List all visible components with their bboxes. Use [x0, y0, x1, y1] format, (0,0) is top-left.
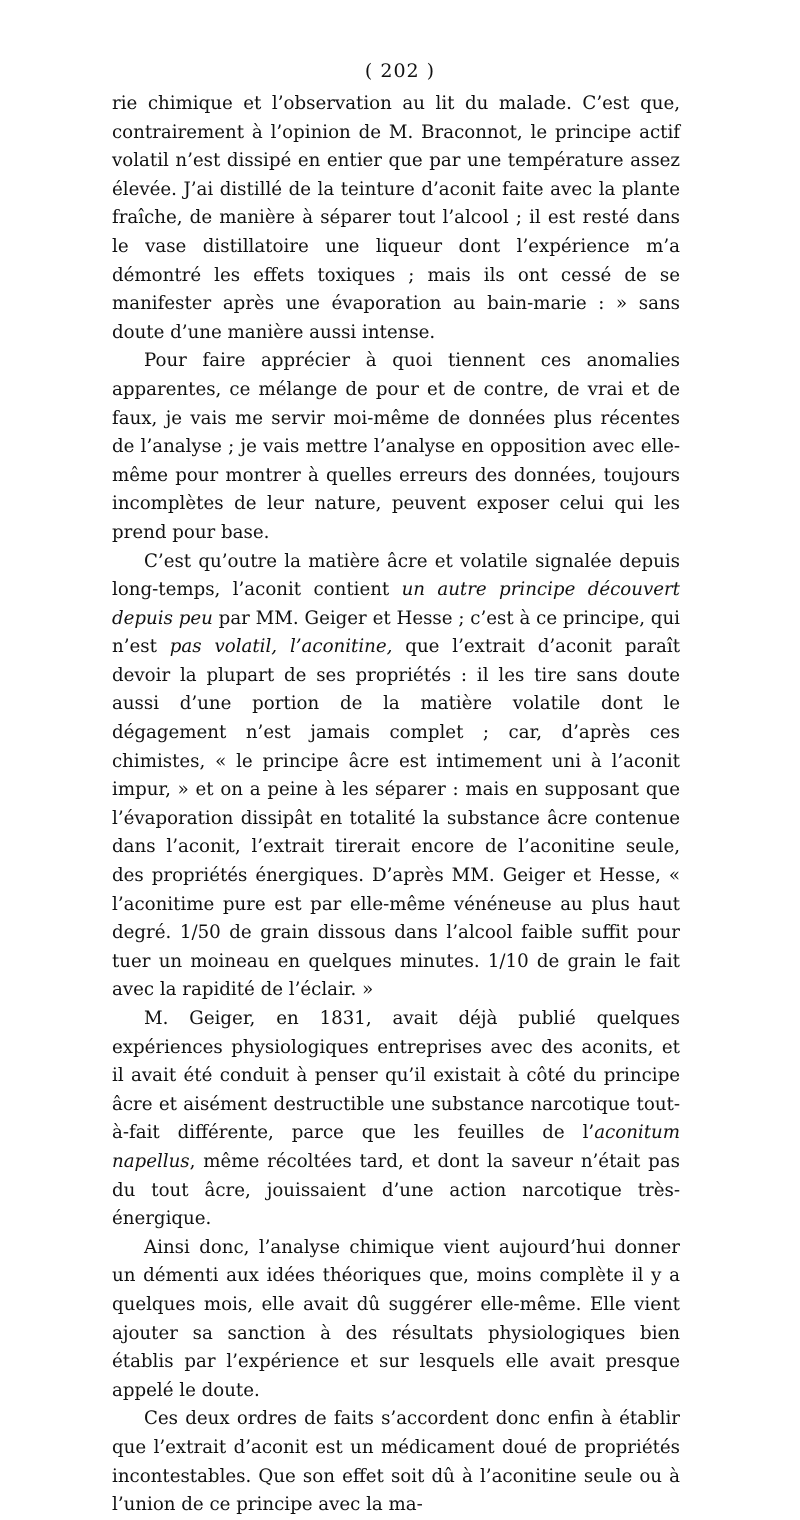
paragraph-anomalies — [112, 347, 680, 547]
text-segment: M. Geiger, en 1831, avait déjà publié quelques expériences physiologiques entreprises avec des aconits, et il avait été conduit à penser qu’il existait à côté du principe âcre et aisément destructible une substance narcotique tout-à-fait différente, parce que les feuilles de l’ — [112, 1008, 680, 1144]
text-segment: par MM. Geiger et Hesse ; c’est à ce principe, qui n’est — [112, 607, 680, 658]
paragraph-conclusion — [112, 1405, 680, 1519]
italic-phrase: pas volatil, l’aconitine, — [169, 636, 393, 658]
text-segment: Pour faire apprécier à quoi tiennent ces anomalies apparentes, ce mélange de pour et de contre, de vrai et de faux, je vais me servir moi-même de données plus récentes de l’analyse ; je vais mettre l’analyse en opposition avec elle-même pour montrer à quelles erreurs des données, toujours incomplètes de leur nature, peuvent exposer celui qui les prend pour base. — [112, 350, 680, 543]
text-segment: C’est qu’outre la matière âcre et volatile signalée depuis long-temps, l’aconit contient — [112, 550, 680, 601]
text-segment: rie chimique et l’observation au lit du malade. C’est que, contrairement à l’opinion de M. Braconnot, le principe actif volatil n’est dissipé en entier que par une température assez élevée. J’ai distillé de la teinture d’aconit faite avec la plante fraîche, de manière à séparer tout l’alcool ; il est resté dans le vase distillatoire une liqueur dont l’expérience m’a démontré les effets toxiques ; mais ils ont cessé de se manifester après une évaporation au bain-marie : » sans doute d’une manière aussi intense. — [112, 93, 680, 343]
page-number: ( 202 ) — [364, 60, 436, 82]
body-text — [112, 90, 680, 1520]
italic-phrase: un autre principe découvert depuis peu — [112, 579, 680, 629]
italic-phrase: aconitum napellus — [112, 1122, 680, 1172]
paragraph-analysis — [112, 1234, 680, 1406]
paragraph-geiger — [112, 1005, 680, 1234]
paragraph-aconitine — [112, 548, 680, 1006]
paragraph-continuation — [112, 90, 680, 347]
text-segment: que l’extrait d’aconit paraît devoir la plupart de ses propriétés : il les tire sans doute aussi d’une portion de la matière volatile dont le dégagement n’est jamais complet ; car, d’après ces chimistes, « le principe âcre est intimement uni à l’aconit impur, » et on a peine à les séparer : mais en supposant que l’évaporation dissipât en totalité la substance âcre contenue dans l’aconit, l’extrait tirerait encore de l’aconitine seule, des propriétés énergiques. D’après MM. Geiger et Hesse, « l’aconitime pure est par elle-même vénéneuse au plus haut degré. 1/50 de grain dissous dans l’alcool faible suffit pour tuer un moineau en quelques minutes. 1/10 de grain le fait avec la rapidité de l’éclair. » — [112, 636, 681, 1001]
text-segment: , même récoltées tard, et dont la saveur n’était pas du tout âcre, jouissaient d’une action narcotique très-énergique. — [112, 1150, 680, 1230]
text-segment: Ainsi donc, l’analyse chimique vient aujourd’hui donner un démenti aux idées théoriques que, moins complète il y a quelques mois, elle avait dû suggérer elle-même. Elle vient ajouter sa sanction à des résultats physiologiques bien établis par l’expérience et sur lesquels elle avait presque appelé le doute. — [112, 1236, 680, 1401]
text-segment: Ces deux ordres de faits s’accordent donc enfin à établir que l’extrait d’aconit est un médicament doué de propriétés incontestables. Que son effet soit dû à l’aconitine seule ou à l’union de ce principe avec la ma- — [112, 1408, 680, 1516]
